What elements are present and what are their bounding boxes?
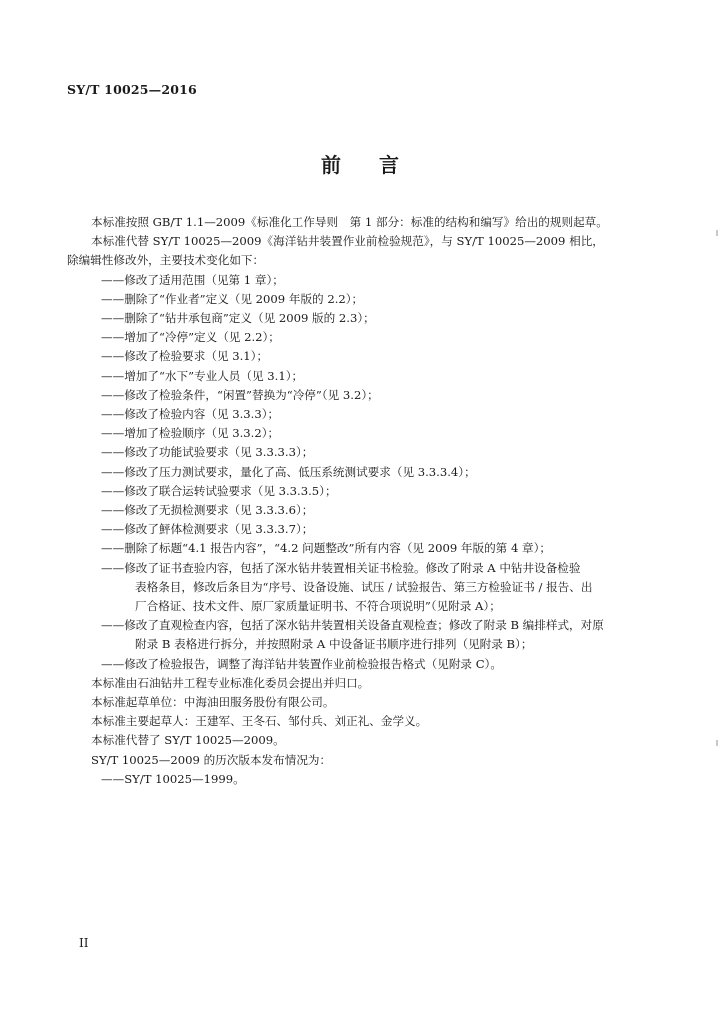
list-item: ——增加了检验顺序（见 3.3.2）； — [101, 426, 280, 441]
list-item-certificate-cont: 表格条目，修改后条目为“序号、设备设施、试压 / 试验报告、第三方检验证书 / 报告、出 — [135, 579, 593, 594]
list-item: ——修改了检验内容（见 3.3.3）； — [101, 407, 280, 422]
closing-drafters: 本标准主要起草人：王建军、王冬石、邹付兵、刘正礼、金学义。 — [91, 714, 428, 729]
list-item-report: ——修改了检验报告，调整了海洋钻井装置作业前检验报告格式（见附录 C）。 — [101, 656, 502, 671]
list-item: ——修改了功能试验要求（见 3.3.3.3）； — [101, 445, 314, 460]
intro-paragraph-drafting-rules: 本标准按照 GB/T 1.1—2009《标准化工作导则 第 1 部分：标准的结构和编写》给出的规则起草。 — [91, 215, 608, 229]
list-item: ——增加了“水下”专业人员（见 3.1）； — [101, 368, 304, 383]
closing-history-item: ——SY/T 10025—1999。 — [101, 771, 245, 786]
list-item: ——修改了压力测试要求，量化了高、低压系统测试要求（见 3.3.3.4）； — [101, 464, 476, 479]
list-item: ——修改了无损检测要求（见 3.3.3.6）； — [101, 503, 314, 518]
list-item: ——修改了鮃体检测要求（见 3.3.3.7）； — [101, 522, 314, 537]
list-item-certificate-cont: 厂合格证、技术文件、原厂家质量证明书、不符合项说明”（见附录 A）； — [135, 599, 501, 614]
standard-code-header: SY/T 10025—2016 — [67, 82, 197, 97]
closing-replaces: 本标准代替了 SY/T 10025—2009。 — [91, 733, 285, 748]
scan-edge-mark — [716, 740, 718, 746]
page-number: II — [79, 936, 89, 950]
list-item-visual-inspection-cont: 附录 B 表格进行拆分，并按照附录 A 中设备证书顺序进行排列（见附录 B）； — [135, 637, 533, 652]
closing-drafting-unit: 本标准起草单位：中海油田服务股份有限公司。 — [91, 695, 335, 710]
list-item: ——增加了“冷停”定义（见 2.2）； — [101, 330, 280, 345]
list-item: ——删除了“钻井承包商”定义（见 2009 版的 2.3）； — [101, 311, 375, 326]
technical-changes-list — [67, 271, 657, 674]
list-item: ——修改了检验条件，“闲置”替换为“冷停”（见 3.2）； — [101, 387, 379, 402]
intro-paragraph-replaces-line2: 除编辑性修改外，主要技术变化如下： — [67, 253, 265, 268]
preface-body — [67, 213, 657, 789]
list-item-certificate: ——修改了证书查验内容，包括了深水钻井装置相关证书检验。修改了附录 A 中钻井设备检验 — [101, 560, 581, 575]
scan-edge-mark — [716, 230, 718, 236]
list-item: ——删除了“作业者”定义（见 2009 年版的 2.2）； — [101, 291, 364, 306]
closing-history: SY/T 10025—2009 的历次版本发布情况为： — [91, 752, 332, 767]
list-item-visual-inspection: ——修改了直观检查内容，包括了深水钻井装置相关设备直观检查；修改了附录 B 编排样式，对原 — [101, 618, 604, 633]
page-title: 前言 — [321, 153, 437, 177]
list-item: ——修改了适用范围（见第 1 章）； — [101, 272, 284, 287]
list-item: ——修改了联合运转试验要求（见 3.3.3.5）； — [101, 483, 337, 498]
list-item: ——删除了标题“4.1 报告内容”，“4.2 问题整改”所有内容（见 2009 年版的第 4 章）； — [101, 541, 551, 556]
closing-proposed: 本标准由石油钻井工程专业标准化委员会提出并归口。 — [91, 675, 370, 690]
intro-paragraph-replaces-line1: 本标准代替 SY/T 10025—2009《海洋钻井装置作业前检验规范》，与 SY/T 10025—2009 相比， — [91, 234, 604, 249]
list-item: ——修改了检验要求（见 3.1）； — [101, 349, 269, 364]
